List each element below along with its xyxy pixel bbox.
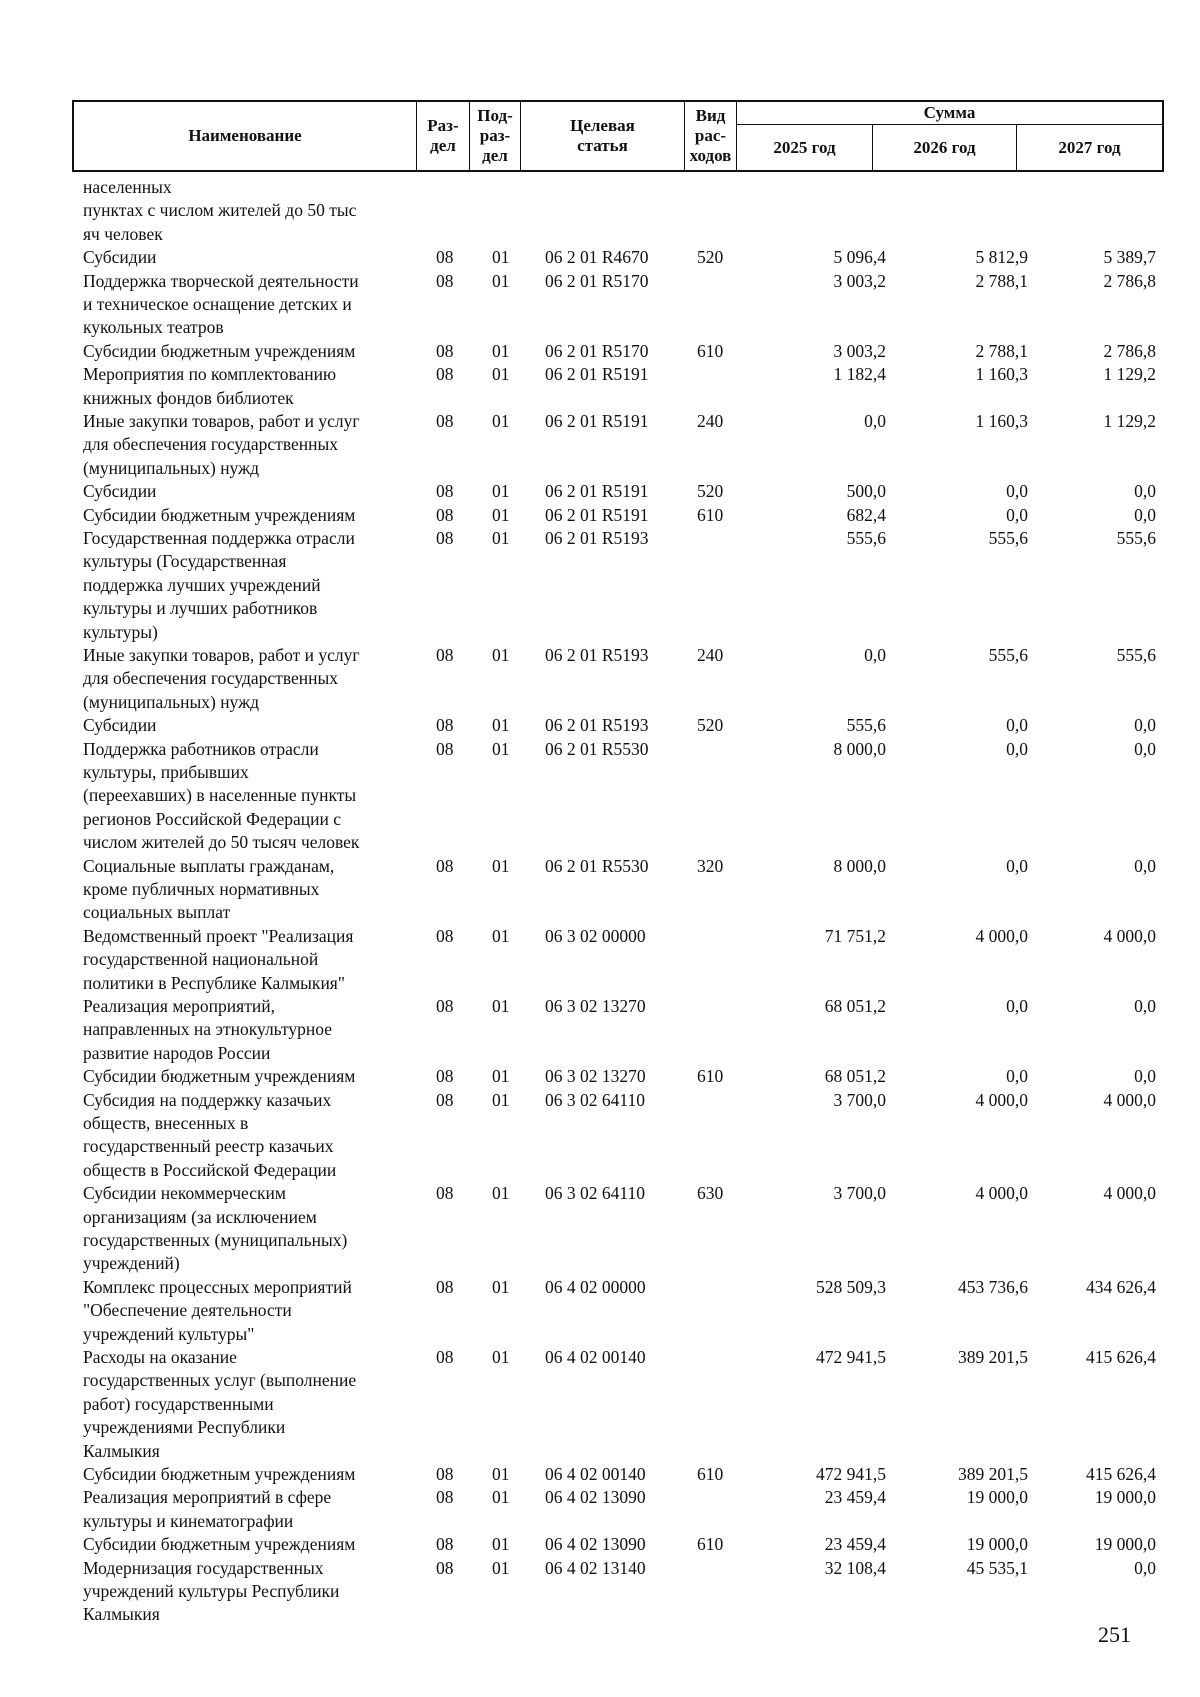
table-row	[0, 1065, 1200, 1088]
row-2026: 389 201,5	[958, 1347, 1028, 1367]
row-2026: 0,0	[1006, 504, 1028, 525]
row-podrazdel: 01	[492, 1183, 510, 1204]
row-2026: 0,0	[1006, 715, 1028, 736]
row-2025: 0,0	[864, 645, 886, 665]
row-vid: 610	[697, 340, 724, 361]
table-row	[0, 410, 1200, 480]
row-podrazdel: 01	[492, 1534, 510, 1555]
row-2025: 23 459,4	[824, 1487, 886, 1508]
table-row	[0, 1089, 1200, 1183]
row-2027: 4 000,0	[1103, 1089, 1156, 1110]
row-2025: 68 051,2	[824, 1066, 886, 1087]
table-header	[72, 100, 1164, 172]
table-row	[0, 363, 1200, 410]
table-row	[0, 480, 1200, 503]
row-2026: 4 000,0	[975, 925, 1028, 946]
row-2027: 0,0	[1134, 738, 1156, 759]
row-name: Субсидии некоммерческим организациям (за исключением государственных (муниципальных) учреждений)	[83, 1183, 348, 1274]
row-2026: 389 201,5	[958, 1464, 1028, 1484]
row-2025: 3 700,0	[833, 1089, 886, 1110]
row-2026: 0,0	[1006, 996, 1028, 1016]
row-2026: 2 788,1	[975, 340, 1028, 361]
row-2026: 2 788,1	[975, 270, 1028, 291]
row-name: Государственная поддержка отрасли культуры (Государственная поддержка лучших учреждений культуры и лучших работников культуры)	[83, 528, 355, 642]
row-2025: 1 182,4	[833, 364, 886, 385]
row-2027: 4 000,0	[1103, 1183, 1156, 1204]
header-summa: Сумма	[923, 103, 976, 122]
row-name: Реализация мероприятий, направленных на этнокультурное развитие народов России	[83, 996, 333, 1063]
row-2027: 19 000,0	[1094, 1534, 1156, 1555]
row-2025: 68 051,2	[824, 996, 886, 1016]
row-celevaya: 06 2 01 R5193	[545, 715, 649, 736]
row-celevaya: 06 2 01 R5193	[545, 528, 649, 548]
row-2027: 415 626,4	[1086, 1347, 1156, 1367]
table-row	[0, 176, 1200, 246]
row-name: населенных пунктах с числом жителей до 50 тыс яч человек	[83, 177, 357, 244]
row-celevaya: 06 2 01 R5191	[545, 481, 649, 502]
table-row	[0, 1276, 1200, 1346]
row-2025: 3 003,2	[833, 270, 886, 291]
row-razdel: 08	[436, 504, 454, 525]
row-2026: 1 160,3	[975, 411, 1028, 431]
row-2026: 0,0	[1006, 481, 1028, 502]
row-2026: 555,6	[988, 528, 1028, 548]
row-podrazdel: 01	[492, 364, 510, 385]
row-2026: 19 000,0	[966, 1487, 1028, 1508]
row-name: Поддержка творческой деятельности и техническое оснащение детских и кукольных театров	[83, 270, 359, 338]
row-2025: 32 108,4	[824, 1557, 886, 1578]
row-razdel: 08	[436, 1066, 454, 1087]
row-2026: 453 736,6	[958, 1276, 1028, 1297]
row-2027: 1 129,2	[1103, 411, 1156, 431]
row-razdel: 08	[436, 340, 454, 361]
row-podrazdel: 01	[492, 1276, 510, 1297]
row-podrazdel: 01	[492, 715, 510, 736]
row-razdel: 08	[436, 528, 454, 548]
row-celevaya: 06 3 02 13270	[545, 1066, 646, 1087]
row-razdel: 08	[436, 996, 454, 1016]
table-row	[0, 270, 1200, 340]
row-2027: 555,6	[1116, 528, 1156, 548]
row-razdel: 08	[436, 1183, 454, 1204]
row-2025: 3 700,0	[833, 1183, 886, 1204]
row-podrazdel: 01	[492, 925, 510, 946]
header-celevaya: Целевая статья	[570, 116, 635, 155]
row-celevaya: 06 2 01 R5191	[545, 364, 649, 385]
row-celevaya: 06 4 02 00140	[545, 1464, 646, 1484]
row-name: Субсидии	[83, 247, 157, 268]
row-vid: 630	[697, 1183, 724, 1204]
table-row	[0, 1182, 1200, 1276]
row-celevaya: 06 4 02 13140	[545, 1557, 646, 1578]
row-2026: 5 812,9	[975, 247, 1028, 268]
table-row	[0, 855, 1200, 925]
row-2027: 0,0	[1134, 1066, 1156, 1087]
row-name: Реализация мероприятий в сфере культуры и кинематографии	[83, 1487, 332, 1531]
row-2025: 23 459,4	[824, 1534, 886, 1555]
table-row	[0, 714, 1200, 737]
row-podrazdel: 01	[492, 738, 510, 759]
row-celevaya: 06 2 01 R5191	[545, 504, 649, 525]
table-row	[0, 527, 1200, 644]
row-2025: 555,6	[846, 528, 886, 548]
row-2025: 682,4	[846, 504, 886, 525]
row-podrazdel: 01	[492, 1347, 510, 1367]
row-celevaya: 06 2 01 R5170	[545, 340, 649, 361]
row-podrazdel: 01	[492, 1464, 510, 1484]
row-vid: 520	[697, 481, 724, 502]
row-name: Иные закупки товаров, работ и услуг для обеспечения государственных (муниципальных) нужд	[83, 411, 360, 478]
row-2027: 0,0	[1134, 1557, 1156, 1578]
row-razdel: 08	[436, 270, 454, 291]
row-name: Субсидии бюджетным учреждениям	[83, 1534, 356, 1555]
row-2027: 0,0	[1134, 481, 1156, 502]
table-row	[0, 1486, 1200, 1533]
row-razdel: 08	[436, 715, 454, 736]
row-2026: 0,0	[1006, 1066, 1028, 1087]
row-podrazdel: 01	[492, 528, 510, 548]
row-vid: 520	[697, 715, 724, 736]
row-celevaya: 06 3 02 64110	[545, 1183, 645, 1204]
row-podrazdel: 01	[492, 247, 510, 268]
table-row	[0, 504, 1200, 527]
row-celevaya: 06 2 01 R4670	[545, 247, 649, 268]
row-name: Поддержка работников отрасли культуры, прибывших (переехавших) в населенные пункты регионов Российской Федерации с числом жителей до 50 тысяч человек	[83, 738, 360, 853]
row-name: Субсидии бюджетным учреждениям	[83, 504, 356, 525]
row-2027: 2 786,8	[1103, 270, 1156, 291]
row-vid: 610	[697, 1066, 724, 1087]
row-celevaya: 06 2 01 R5193	[545, 645, 649, 665]
row-2027: 1 129,2	[1103, 364, 1156, 385]
row-name: Субсидии бюджетным учреждениям	[83, 340, 356, 361]
table-row	[0, 1346, 1200, 1463]
row-vid: 240	[697, 645, 724, 665]
row-razdel: 08	[436, 925, 454, 946]
row-2027: 5 389,7	[1103, 247, 1156, 268]
table-row	[0, 340, 1200, 363]
row-podrazdel: 01	[492, 1487, 510, 1508]
row-2025: 0,0	[864, 411, 886, 431]
row-2027: 2 786,8	[1103, 340, 1156, 361]
row-celevaya: 06 4 02 00140	[545, 1347, 646, 1367]
table-row	[0, 1557, 1200, 1627]
row-vid: 610	[697, 504, 724, 525]
row-2025: 472 941,5	[816, 1347, 886, 1367]
row-podrazdel: 01	[492, 504, 510, 525]
row-name: Субсидии	[83, 715, 157, 736]
row-name: Иные закупки товаров, работ и услуг для обеспечения государственных (муниципальных) нужд	[83, 645, 360, 712]
row-2027: 434 626,4	[1086, 1276, 1156, 1297]
row-2026: 0,0	[1006, 855, 1028, 876]
row-razdel: 08	[436, 1089, 454, 1110]
row-2026: 45 535,1	[966, 1557, 1028, 1578]
row-2026: 4 000,0	[975, 1089, 1028, 1110]
row-podrazdel: 01	[492, 855, 510, 876]
header-name: Наименование	[188, 126, 302, 145]
row-2025: 500,0	[846, 481, 886, 502]
row-celevaya: 06 3 02 00000	[545, 925, 646, 946]
row-razdel: 08	[436, 1276, 454, 1297]
row-razdel: 08	[436, 1464, 454, 1484]
row-razdel: 08	[436, 738, 454, 759]
row-razdel: 08	[436, 1347, 454, 1367]
row-2027: 0,0	[1134, 715, 1156, 736]
row-razdel: 08	[436, 364, 454, 385]
row-name: Расходы на оказание государственных услуг (выполнение работ) государственными учреждениями Республики Калмыкия	[83, 1347, 357, 1461]
row-name: Комплекс процессных мероприятий "Обеспечение деятельности учреждений культуры"	[83, 1276, 352, 1344]
row-podrazdel: 01	[492, 1089, 510, 1110]
row-podrazdel: 01	[492, 481, 510, 502]
table-row	[0, 738, 1200, 855]
row-vid: 240	[697, 411, 724, 431]
row-2027: 0,0	[1134, 996, 1156, 1016]
row-podrazdel: 01	[492, 411, 510, 431]
row-razdel: 08	[436, 1557, 454, 1578]
row-2026: 4 000,0	[975, 1183, 1028, 1204]
row-vid: 520	[697, 247, 724, 268]
row-name: Субсидии	[83, 481, 157, 502]
row-celevaya: 06 4 02 13090	[545, 1487, 646, 1508]
row-2026: 0,0	[1006, 738, 1028, 759]
row-vid: 320	[697, 855, 724, 876]
header-razdel: Раз- дел	[427, 116, 459, 155]
row-2025: 528 509,3	[816, 1276, 886, 1297]
row-celevaya: 06 2 01 R5170	[545, 270, 649, 291]
row-razdel: 08	[436, 855, 454, 876]
header-2026: 2026 год	[913, 137, 976, 157]
row-podrazdel: 01	[492, 270, 510, 291]
row-celevaya: 06 2 01 R5530	[545, 855, 649, 876]
row-podrazdel: 01	[492, 645, 510, 665]
row-vid: 610	[697, 1464, 724, 1484]
row-2027: 555,6	[1116, 645, 1156, 665]
row-2025: 3 003,2	[833, 340, 886, 361]
row-celevaya: 06 2 01 R5530	[545, 738, 649, 759]
row-podrazdel: 01	[492, 1066, 510, 1087]
row-2026: 555,6	[988, 645, 1028, 665]
row-name: Ведомственный проект "Реализация государственной национальной политики в Республике Калмыкия"	[83, 925, 354, 993]
row-name: Социальные выплаты гражданам, кроме публичных нормативных социальных выплат	[83, 855, 335, 923]
row-podrazdel: 01	[492, 1557, 510, 1578]
row-razdel: 08	[436, 645, 454, 665]
header-2027: 2027 год	[1058, 137, 1121, 157]
page-number: 251	[1098, 1622, 1131, 1647]
table-row	[0, 1533, 1200, 1556]
row-2027: 0,0	[1134, 504, 1156, 525]
row-vid: 610	[697, 1534, 724, 1555]
row-name: Мероприятия по комплектованию книжных фондов библиотек	[83, 364, 337, 408]
header-2025: 2025 год	[773, 137, 836, 157]
table-row	[0, 644, 1200, 714]
row-2026: 19 000,0	[966, 1534, 1028, 1555]
row-2025: 8 000,0	[833, 855, 886, 876]
row-2027: 4 000,0	[1103, 925, 1156, 946]
row-name: Субсидии бюджетным учреждениям	[83, 1464, 356, 1484]
row-2025: 555,6	[846, 715, 886, 736]
row-2025: 8 000,0	[833, 738, 886, 759]
row-2027: 0,0	[1134, 855, 1156, 876]
table-row	[0, 925, 1200, 995]
table-row	[0, 246, 1200, 269]
row-celevaya: 06 4 02 13090	[545, 1534, 646, 1555]
row-2025: 5 096,4	[833, 247, 886, 268]
row-razdel: 08	[436, 247, 454, 268]
row-2027: 19 000,0	[1094, 1487, 1156, 1508]
table-row	[0, 995, 1200, 1065]
row-celevaya: 06 4 02 00000	[545, 1276, 646, 1297]
table-row	[0, 1463, 1200, 1486]
row-razdel: 08	[436, 411, 454, 431]
header-podrazdel: Под- раз- дел	[477, 106, 513, 165]
row-celevaya: 06 2 01 R5191	[545, 411, 649, 431]
row-celevaya: 06 3 02 13270	[545, 996, 646, 1016]
row-2026: 1 160,3	[975, 364, 1028, 385]
row-celevaya: 06 3 02 64110	[545, 1089, 645, 1110]
row-razdel: 08	[436, 1487, 454, 1508]
row-razdel: 08	[436, 1534, 454, 1555]
row-name: Субсидии бюджетным учреждениям	[83, 1066, 356, 1087]
row-podrazdel: 01	[492, 996, 510, 1016]
row-2027: 415 626,4	[1086, 1464, 1156, 1484]
row-name: Модернизация государственных учреждений культуры Республики Калмыкия	[83, 1557, 340, 1625]
row-razdel: 08	[436, 481, 454, 502]
row-podrazdel: 01	[492, 340, 510, 361]
row-2025: 71 751,2	[824, 925, 886, 946]
row-name: Субсидия на поддержку казачьих обществ, внесенных в государственный реестр казачьих обществ в Российской Федерации	[83, 1089, 337, 1180]
header-vid: Вид рас- ходов	[689, 106, 732, 165]
row-2025: 472 941,5	[816, 1464, 886, 1484]
